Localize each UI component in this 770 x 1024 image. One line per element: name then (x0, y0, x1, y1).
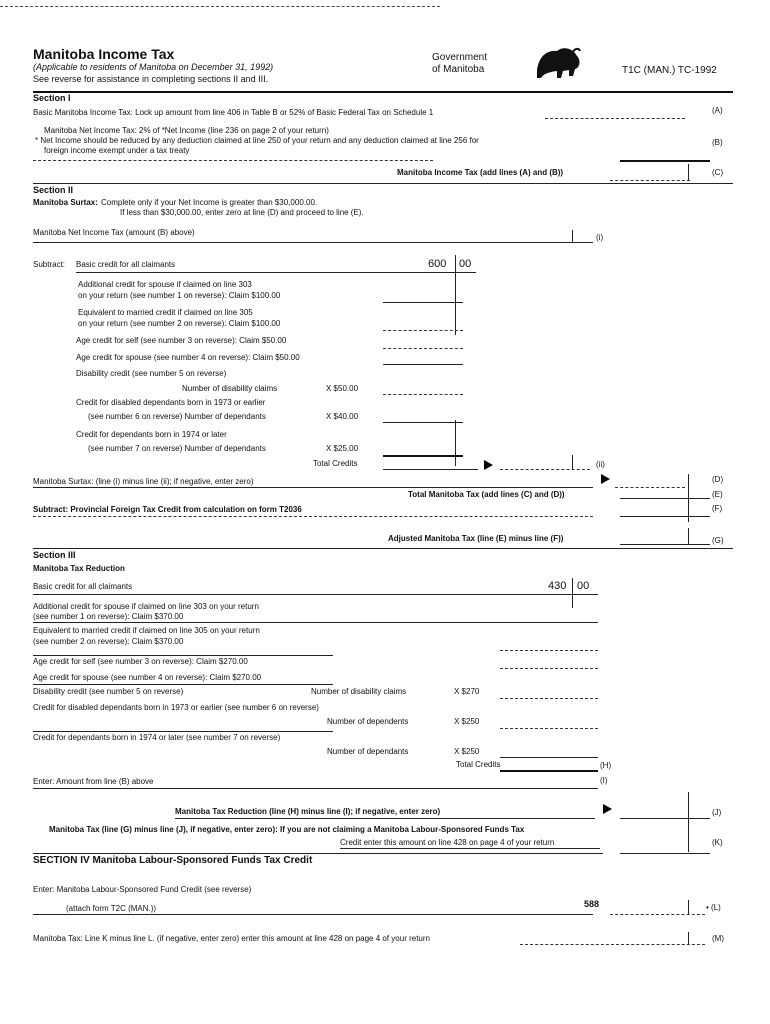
line-a-field[interactable] (545, 118, 685, 119)
disability-rate: X $50.00 (326, 384, 359, 393)
government-line-2: of Manitoba (432, 64, 485, 75)
basic-credit-cents: 00 (459, 258, 472, 270)
s3-total-credits-field[interactable] (500, 770, 598, 772)
s3-age-spouse-underline (33, 684, 333, 685)
tax-reduction-underline (175, 818, 595, 819)
surtax-note-2: If less than $30,000.00, enter zero at line (D) and proceed to line (E). (120, 208, 364, 217)
s3-amount-column-line (688, 792, 689, 852)
disabled-dep-rate: X $40.00 (326, 412, 359, 421)
line-m-separator (688, 932, 689, 944)
section-divider (33, 548, 733, 549)
s3-age-self-field[interactable] (500, 668, 598, 669)
net-income-tax-label: Manitoba Net Income Tax (amount (B) above) (33, 228, 195, 237)
age-self-label: Age credit for self (see number 3 on reverse): Claim $50.00 (76, 336, 287, 345)
tax-k-label-2: Credit enter this amount on line 428 on page 4 of your return (340, 838, 555, 847)
line-m-field[interactable] (520, 944, 705, 945)
code-c: (C) (712, 168, 724, 177)
foreign-credit-label: Subtract: Provincial Foreign Tax Credit from calculation on form T2036 (33, 505, 302, 514)
line-i-separator (572, 230, 573, 242)
code-k: (K) (712, 838, 723, 847)
disability-claims-label: Number of disability claims (182, 384, 278, 393)
line-j-field[interactable] (620, 818, 710, 819)
s3-disabled-dep-field[interactable] (500, 728, 598, 729)
enter-b-field[interactable] (33, 788, 598, 789)
s3-basic-credit-label: Basic credit for all claimants (33, 582, 133, 591)
line-c-field[interactable] (610, 180, 690, 181)
line-c-label: Manitoba Income Tax (add lines (A) and (B)) (397, 168, 564, 177)
tax-k-underline (340, 848, 600, 849)
s3-disability-label: Disability credit (see number 5 on reverse) (33, 687, 184, 696)
equiv-credit-label-1: Equivalent to married credit if claimed on line 305 (78, 308, 253, 317)
code-b: (B) (712, 138, 723, 147)
spouse-credit-field[interactable] (383, 302, 463, 303)
lsf-enter-underline (33, 914, 593, 915)
tax-reduction-subtitle: Manitoba Tax Reduction (33, 564, 125, 573)
arrow-icon (603, 804, 612, 814)
tax-k-label-1: Manitoba Tax (line (G) minus line (J), if negative, enter zero): If you are not claiming a Manitoba Labour-Sponsored Funds Tax (49, 825, 525, 834)
basic-credit-underline (76, 272, 476, 273)
s3-basic-cents: 00 (577, 580, 590, 592)
line-k-field[interactable] (620, 853, 710, 854)
s3-disabled-dep-num: Number of dependents (327, 717, 409, 726)
s3-disabled-dep-label: Credit for disabled dependants born in 1973 or earlier (see number 6 on reverse) (33, 703, 319, 712)
code-j: (J) (712, 808, 722, 817)
arrow-icon (601, 474, 610, 484)
dep-label-2: (see number 7 on reverse) Number of dependants (88, 444, 266, 453)
line-ii-separator (572, 455, 573, 469)
form-id: T1C (MAN.) TC-1992 (622, 65, 717, 76)
disability-label: Disability credit (see number 5 on reverse) (76, 369, 227, 378)
line-588-number: 588 (584, 899, 600, 909)
subtract-label: Subtract: (33, 260, 66, 269)
s3-equiv-label-1: Equivalent to married credit if claimed on line 305 on your return (33, 626, 260, 635)
line-b-field[interactable] (620, 160, 710, 162)
s3-spouse-label-2: (see number 1 on reverse): Claim $370.00 (33, 612, 184, 621)
line-b-dashes (33, 160, 433, 161)
line-a-label: Basic Manitoba Income Tax: Lock up amount from line 406 in Table B or 52% of Basic Federal Tax on Schedule 1 (33, 108, 434, 117)
line-l-field[interactable] (610, 914, 705, 915)
code-a: (A) (712, 106, 723, 115)
s3-basic-credit-underline (33, 594, 598, 595)
surtax-line-underline (33, 487, 593, 488)
line-b-label-3: foreign income exempt under a tax treaty (44, 146, 190, 155)
section-4-title: SECTION IV Manitoba Labour-Sponsored Funds Tax Credit (33, 855, 313, 866)
lsf-enter-label-2: (attach form T2C (MAN.)) (66, 904, 157, 913)
line-d-field[interactable] (615, 487, 685, 488)
scan-artifact-line (0, 6, 440, 7)
total-tax-label: Total Manitoba Tax (add lines (C) and (D)) (408, 490, 565, 499)
disabled-dep-label-1: Credit for disabled dependants born in 1973 or earlier (76, 398, 266, 407)
s3-spouse-label-1: Additional credit for spouse if claimed on line 303 on your return (33, 602, 259, 611)
surtax-line-label: Manitoba Surtax: (line (i) minus line (ii); if negative, enter zero) (33, 477, 254, 486)
basic-credit-label: Basic credit for all claimants (76, 260, 176, 269)
spouse-credit-label-2: on your return (see number 1 on reverse): Claim $100.00 (78, 291, 281, 300)
s3-dep-field[interactable] (500, 757, 598, 758)
line-g-separator (688, 528, 689, 544)
s3-age-spouse-label: Age credit for spouse (see number 4 on reverse): Claim $270.00 (33, 673, 262, 682)
s3-dep-rate: X $250 (454, 747, 480, 756)
section-2-title: Section II (33, 185, 74, 195)
disabled-dep-label-2: (see number 6 on reverse) Number of dependants (88, 412, 266, 421)
s3-dep-label: Credit for dependants born in 1974 or later (see number 7 on reverse) (33, 733, 281, 742)
age-spouse-field[interactable] (383, 364, 463, 365)
tax-reduction-label: Manitoba Tax Reduction (line (H) minus line (I); if negative, enter zero) (175, 807, 441, 816)
dep-rate: X $25.00 (326, 444, 359, 453)
dep-field[interactable] (383, 455, 463, 457)
s3-disability-field[interactable] (500, 698, 598, 699)
line-b-label-2: * Net Income should be reduced by any deduction claimed at line 250 of your return and any deduction claimed at line 256 for (35, 136, 479, 145)
code-f: (F) (712, 504, 723, 513)
total-credits-label: Total Credits (313, 459, 358, 468)
s3-equiv-underline (33, 655, 333, 656)
basic-credit-amount: 600 (428, 258, 447, 270)
disabled-dep-field[interactable] (383, 422, 463, 423)
lsf-enter-label-1: Enter: Manitoba Labour-Sponsored Fund Credit (see reverse) (33, 885, 252, 894)
equiv-credit-field[interactable] (383, 330, 463, 331)
s3-cents-column-line (572, 578, 573, 608)
s3-disability-claims: Number of disability claims (311, 687, 407, 696)
line-f-field[interactable] (620, 516, 710, 517)
total-credits-underline (383, 469, 478, 470)
s3-equiv-field[interactable] (500, 650, 598, 651)
section-3-title: Section III (33, 550, 76, 560)
s3-age-self-label: Age credit for self (see number 3 on reverse): Claim $270.00 (33, 657, 248, 666)
final-tax-label: Manitoba Tax: Line K minus line L. (if negative, enter zero) enter this amount at line 428 on page 4 of your return (33, 934, 430, 943)
reverse-note: See reverse for assistance in completing sections II and III. (33, 74, 269, 84)
surtax-note-1: Complete only if your Net Income is greater than $30,000.00. (101, 198, 318, 207)
line-b-label-1: Manitoba Net Income Tax: 2% of *Net Income (line 236 on page 2 of your return) (44, 126, 329, 135)
foreign-credit-underline (33, 516, 593, 517)
equiv-credit-label-2: on your return (see number 2 on reverse): Claim $100.00 (78, 319, 281, 328)
cents-column-line (455, 255, 456, 335)
line-e-field[interactable] (620, 498, 710, 499)
net-income-tax-underline (33, 242, 593, 243)
s3-dep-num: Number of dependants (327, 747, 409, 756)
age-spouse-label: Age credit for spouse (see number 4 on reverse): Claim $50.00 (76, 353, 300, 362)
code-g: (G) (712, 536, 724, 545)
line-g-field[interactable] (620, 544, 710, 545)
enter-b-label: Enter: Amount from line (B) above (33, 777, 154, 786)
section-divider (33, 91, 733, 93)
code-i-s3: (I) (600, 776, 608, 785)
age-self-field[interactable] (383, 348, 463, 349)
spouse-credit-label-1: Additional credit for spouse if claimed on line 303 (78, 280, 252, 289)
s3-disabled-dep-rate: X $250 (454, 717, 480, 726)
arrow-icon (484, 460, 493, 470)
disability-field[interactable] (383, 394, 463, 395)
section-1-title: Section I (33, 93, 71, 103)
s3-total-credits-label: Total Credits (456, 760, 501, 769)
code-d: (D) (712, 475, 724, 484)
government-line-1: Government (432, 52, 488, 63)
s3-spouse-field[interactable] (33, 622, 598, 623)
bison-logo-icon (533, 44, 583, 84)
code-ii: (ii) (596, 460, 605, 469)
code-h: (H) (600, 761, 612, 770)
code-e: (E) (712, 490, 723, 499)
s3-disability-rate: X $270 (454, 687, 480, 696)
form-title: Manitoba Income Tax (33, 46, 175, 62)
code-i: (i) (596, 233, 604, 242)
line-ii-field[interactable] (500, 469, 590, 470)
dep-label-1: Credit for dependants born in 1974 or later (76, 430, 227, 439)
s3-basic-amount: 430 (548, 580, 567, 592)
cents-column-line-2 (455, 420, 456, 466)
surtax-label: Manitoba Surtax: (33, 198, 98, 207)
code-m: (M) (712, 934, 724, 943)
code-l: • (L) (706, 903, 721, 912)
line-l-separator (688, 900, 689, 914)
s3-disabled-dep-underline (33, 731, 333, 732)
section-divider (33, 853, 603, 854)
form-subtitle: (Applicable to residents of Manitoba on December 31, 1992) (33, 62, 274, 72)
line-c-separator (688, 164, 689, 180)
section-divider (33, 183, 733, 184)
s3-equiv-label-2: (see number 2 on reverse): Claim $370.00 (33, 637, 184, 646)
adjusted-tax-label: Adjusted Manitoba Tax (line (E) minus line (F)) (388, 534, 564, 543)
